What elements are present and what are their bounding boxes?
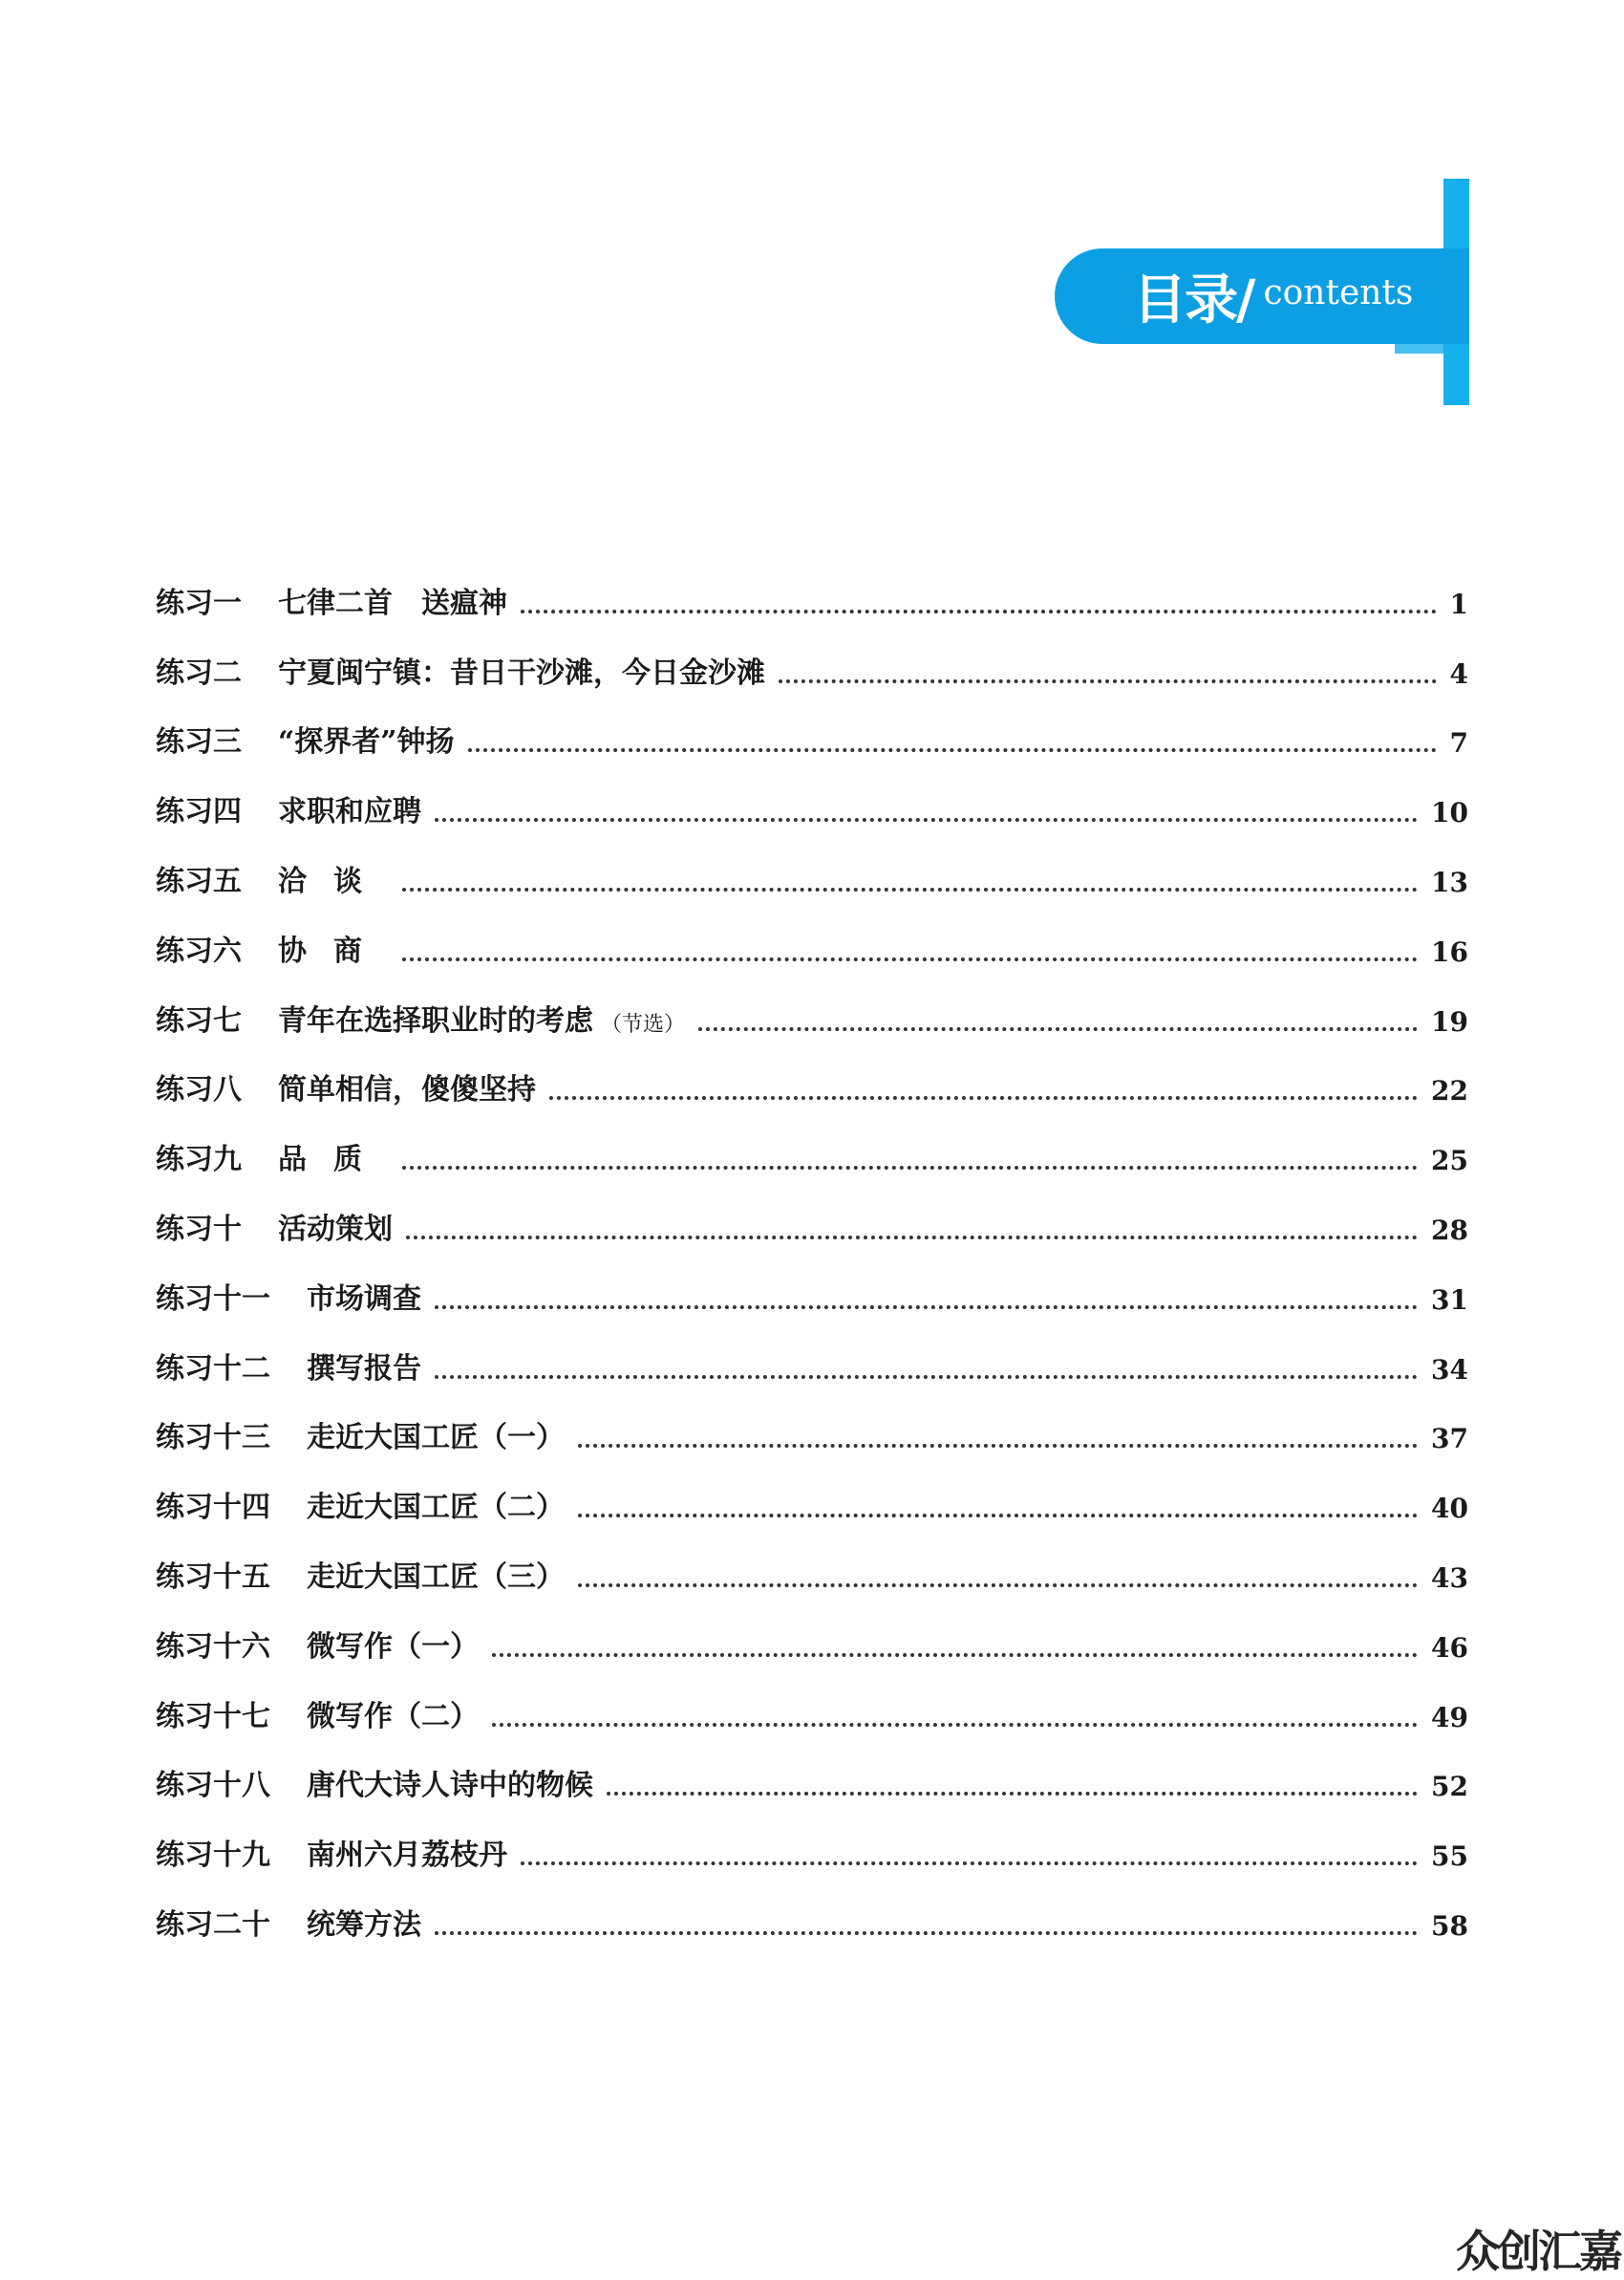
toc-entry-number: 练习五	[156, 864, 242, 898]
toc-entry-page: 1	[1449, 588, 1468, 620]
toc-entry-number: 练习十三	[156, 1421, 270, 1455]
toc-entry[interactable]	[156, 1384, 1468, 1453]
dot-leader	[607, 1792, 1418, 1796]
toc-entry-title: 统筹方法	[307, 1907, 421, 1942]
page-title: 目录/	[1133, 269, 1254, 332]
toc-entry[interactable]	[156, 618, 1468, 688]
toc-entry-page: 43	[1431, 1561, 1468, 1594]
toc-entry[interactable]	[156, 827, 1468, 896]
toc-entry-title: 品质	[278, 1143, 389, 1177]
dot-leader	[549, 1096, 1418, 1100]
toc-entry-page: 34	[1431, 1353, 1468, 1386]
toc-entry-number: 练习十八	[156, 1769, 270, 1803]
toc-entry-title: 唐代大诗人诗中的物候	[307, 1769, 593, 1803]
toc-entry[interactable]	[156, 1800, 1468, 1873]
toc-entry-page: 28	[1431, 1214, 1468, 1246]
toc-entry-title: 南州六月荔枝丹	[307, 1839, 507, 1873]
toc-entry-page: 10	[1431, 797, 1468, 829]
toc-entry-number: 练习七	[156, 1003, 242, 1038]
dot-leader	[578, 1514, 1418, 1517]
toc-entry[interactable]	[156, 548, 1468, 618]
toc-entry-number: 练习十五	[156, 1559, 270, 1594]
dot-leader	[779, 679, 1437, 683]
toc-entry-number: 练习十	[156, 1212, 242, 1246]
toc-entry-number: 练习九	[156, 1143, 242, 1177]
toc-entry-title: 微写作（二）	[307, 1699, 479, 1733]
toc-entry-number: 练习二十	[156, 1907, 270, 1942]
header-banner	[1055, 248, 1469, 344]
dot-leader	[698, 1027, 1418, 1031]
toc-entry-number: 练习十二	[156, 1351, 270, 1386]
toc-entry[interactable]	[156, 757, 1468, 827]
toc-entry-page: 46	[1431, 1631, 1468, 1664]
dot-leader	[492, 1653, 1418, 1657]
toc-entry[interactable]	[156, 1105, 1468, 1177]
dot-leader	[468, 748, 1437, 752]
toc-entry-page: 19	[1431, 1005, 1468, 1038]
dot-leader	[402, 1166, 1418, 1170]
toc-entry-title: 宁夏闽宁镇：昔日干沙滩，今日金沙滩	[278, 656, 765, 690]
toc-entry-page: 58	[1431, 1909, 1468, 1942]
toc-entry-page: 25	[1431, 1145, 1468, 1177]
toc-entry-page: 7	[1449, 727, 1468, 760]
toc-entry-title: 微写作（一）	[307, 1629, 479, 1664]
toc-entry-page: 13	[1431, 866, 1468, 898]
toc-entry-title: 协商	[278, 934, 389, 968]
dot-leader	[578, 1583, 1418, 1587]
toc-entry-page: 37	[1431, 1423, 1468, 1455]
toc-entry-title: 简单相信，傻傻坚持	[278, 1073, 536, 1108]
toc-entry-note: （节选）	[601, 1012, 686, 1037]
toc-entry-title: 洽谈	[278, 864, 389, 898]
page-subtitle: contents	[1263, 272, 1414, 312]
toc-entry-title: 青年在选择职业时的考虑	[278, 1003, 593, 1038]
toc-entry-title: 求职和应聘	[278, 795, 421, 829]
dot-leader	[521, 1861, 1418, 1865]
dot-leader	[435, 818, 1418, 822]
dot-leader	[435, 1931, 1418, 1935]
dot-leader	[578, 1444, 1418, 1448]
dot-leader	[406, 1236, 1418, 1239]
toc-entry-page: 52	[1431, 1771, 1468, 1803]
toc-entry[interactable]	[156, 1522, 1468, 1592]
dot-leader	[492, 1723, 1418, 1727]
toc-entry[interactable]	[156, 1314, 1468, 1384]
toc-entry-title: 七律二首 送瘟神	[278, 586, 507, 620]
toc-entry-page: 31	[1431, 1283, 1468, 1316]
toc-entry[interactable]	[156, 896, 1468, 966]
toc-entry[interactable]	[156, 1244, 1468, 1314]
toc-entry-title: 走近大国工匠（二）	[307, 1491, 565, 1525]
toc-entry[interactable]	[156, 966, 1468, 1036]
dot-leader	[435, 1375, 1418, 1379]
toc-entry-title: 市场调查	[307, 1281, 421, 1316]
table-of-contents	[156, 548, 1468, 1940]
toc-entry[interactable]	[156, 1870, 1468, 1940]
toc-entry-title: 撰写报告	[307, 1351, 421, 1386]
toc-entry-number: 练习八	[156, 1073, 242, 1108]
toc-entry-page: 40	[1431, 1493, 1468, 1525]
toc-entry[interactable]	[156, 1732, 1468, 1801]
toc-entry-page: 4	[1449, 657, 1468, 690]
toc-entry-number: 练习十九	[156, 1839, 270, 1873]
toc-entry-title: “探界者”钟扬	[278, 725, 455, 760]
toc-entry[interactable]	[156, 688, 1468, 758]
toc-entry-number: 练习四	[156, 795, 242, 829]
toc-entry-number: 练习十四	[156, 1491, 270, 1525]
dot-leader	[402, 957, 1418, 961]
toc-entry-number: 练习一	[156, 586, 242, 620]
toc-entry-number: 练习十七	[156, 1699, 270, 1733]
toc-entry-title: 活动策划	[278, 1212, 393, 1246]
dot-leader	[521, 610, 1437, 613]
toc-entry-page: 16	[1431, 936, 1468, 968]
toc-entry-number: 练习三	[156, 725, 242, 760]
dot-leader	[402, 888, 1418, 892]
toc-entry[interactable]	[156, 1174, 1468, 1244]
toc-entry-title: 走近大国工匠（一）	[307, 1421, 565, 1455]
toc-entry-number: 练习六	[156, 934, 242, 968]
toc-entry-page: 22	[1431, 1075, 1468, 1108]
toc-entry[interactable]	[156, 1662, 1468, 1732]
watermark-logo: 众创汇嘉	[1456, 2226, 1620, 2277]
toc-entry-number: 练习十一	[156, 1281, 270, 1316]
toc-entry[interactable]	[156, 1452, 1468, 1525]
toc-entry[interactable]	[156, 1592, 1468, 1662]
toc-entry[interactable]	[156, 1036, 1468, 1106]
dot-leader	[435, 1305, 1418, 1309]
toc-entry-number: 练习十六	[156, 1629, 270, 1664]
toc-entry-title: 走近大国工匠（三）	[307, 1559, 565, 1594]
toc-entry-page: 49	[1431, 1701, 1468, 1733]
toc-entry-number: 练习二	[156, 656, 242, 690]
toc-entry-page: 55	[1431, 1840, 1468, 1873]
